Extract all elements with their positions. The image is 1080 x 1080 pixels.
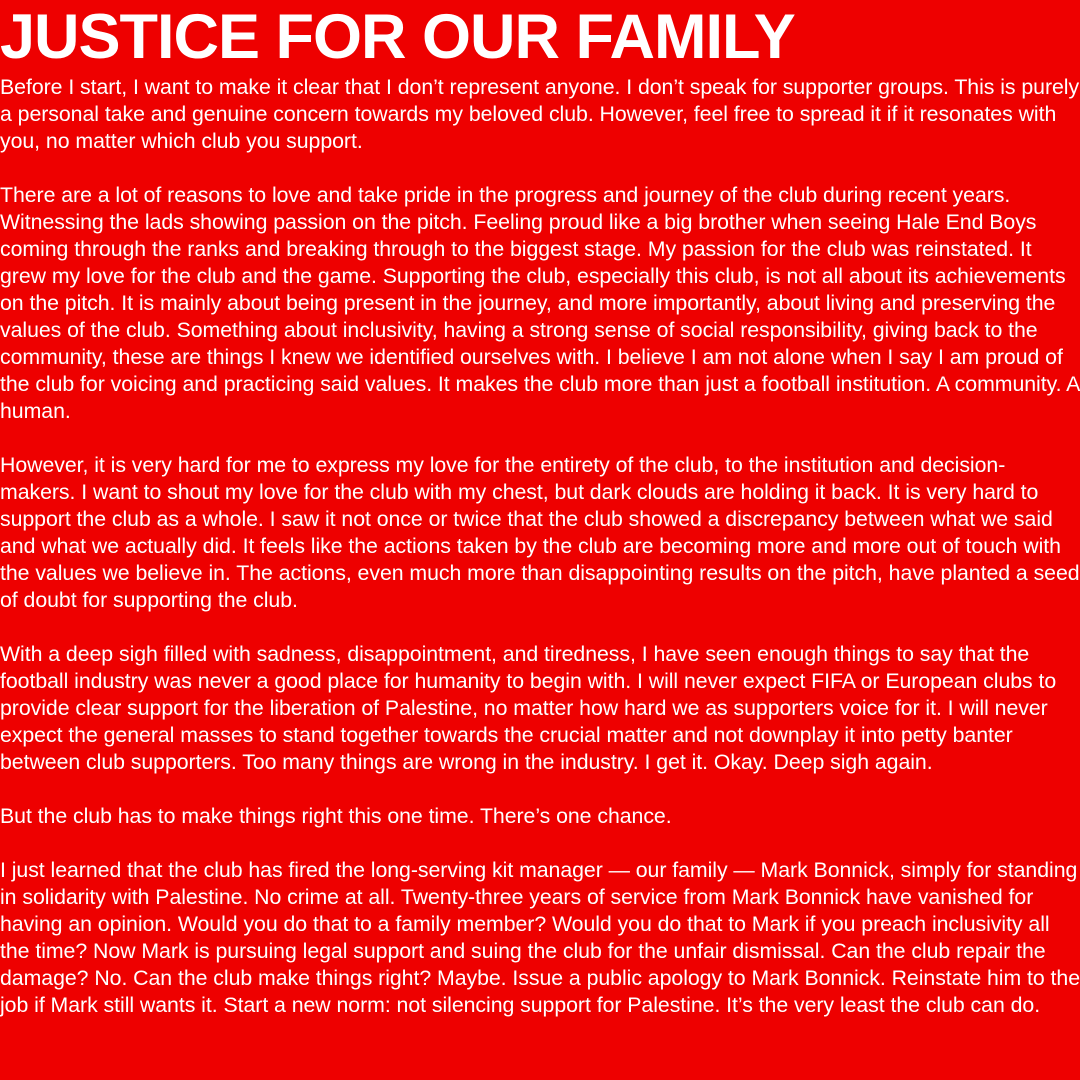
paragraph-intro: Before I start, I want to make it clear that I don’t represent anyone. I don’t speak for supporter groups. This is purely a personal take and genuine concern towards my beloved club. However, feel free to spread it if it resonates with you, no matter which club you support. <box>0 75 1080 153</box>
paragraph-reasons-to-love: There are a lot of reasons to love and take pride in the progress and journey of the club during recent years. Witnessing the lads showing passion on the pitch. Feeling proud like a big brother when seeing Hale End Boys coming through the ranks and breaking through to the biggest stage. My passion for the club was reinstated. It grew my love for the club and the game. Supporting the club, especially this club, is not all about its achievements on the pitch. It is mainly about being present in the journey, and more importantly, about living and preserving the values of the club. Something about inclusivity, having a strong sense of social responsibility, giving back to the community, these are things I knew we identified ourselves with. I believe I am not alone when I say I am proud of the club for voicing and practicing said values. It makes the club more than just a football institution. A community. A human. <box>0 183 1080 423</box>
statement-body <box>0 74 1080 1019</box>
paragraph-industry: With a deep sigh filled with sadness, disappointment, and tiredness, I have seen enough things to say that the football industry was never a good place for humanity to begin with. I will never expect FIFA or European clubs to provide clear support for the liberation of Palestine, no matter how hard we as supporters voice for it. I will never expect the general masses to stand together towards the crucial matter and not downplay it into petty banter between club supporters. Too many things are wrong in the industry. I get it. Okay. Deep sigh again. <box>0 642 1057 774</box>
paragraph-one-chance: But the club has to make things right this one time. There’s one chance. <box>0 804 672 828</box>
paragraph-discrepancy: However, it is very hard for me to express my love for the entirety of the club, to the institution and decision-makers. I want to shout my love for the club with my chest, but dark clouds are holding it back. It is very hard to support the club as a whole. I saw it not once or twice that the club showed a discrepancy between what we said and what we actually did. It feels like the actions taken by the club are becoming more and more out of touch with the values we believe in. The actions, even much more than disappointing results on the pitch, have planted a seed of doubt for supporting the club. <box>0 453 1080 612</box>
paragraph-mark-bonnick: I just learned that the club has fired the long-serving kit manager — our family — Mark Bonnick, simply for standing in solidarity with Palestine. No crime at all. Twenty-three years of service from Mark Bonnick have vanished for having an opinion. Would you do that to a family member? Would you do that to Mark if you preach inclusivity all the time? Now Mark is pursuing legal support and suing the club for the unfair dismissal. Can the club repair the damage? No. Can the club make things right? Maybe. Issue a public apology to Mark Bonnick. Reinstate him to the job if Mark still wants it. Start a new norm: not silencing support for Palestine. It’s the very least the club can do. <box>0 858 1080 1017</box>
page-title: JUSTICE FOR OUR FAMILY <box>0 2 795 72</box>
